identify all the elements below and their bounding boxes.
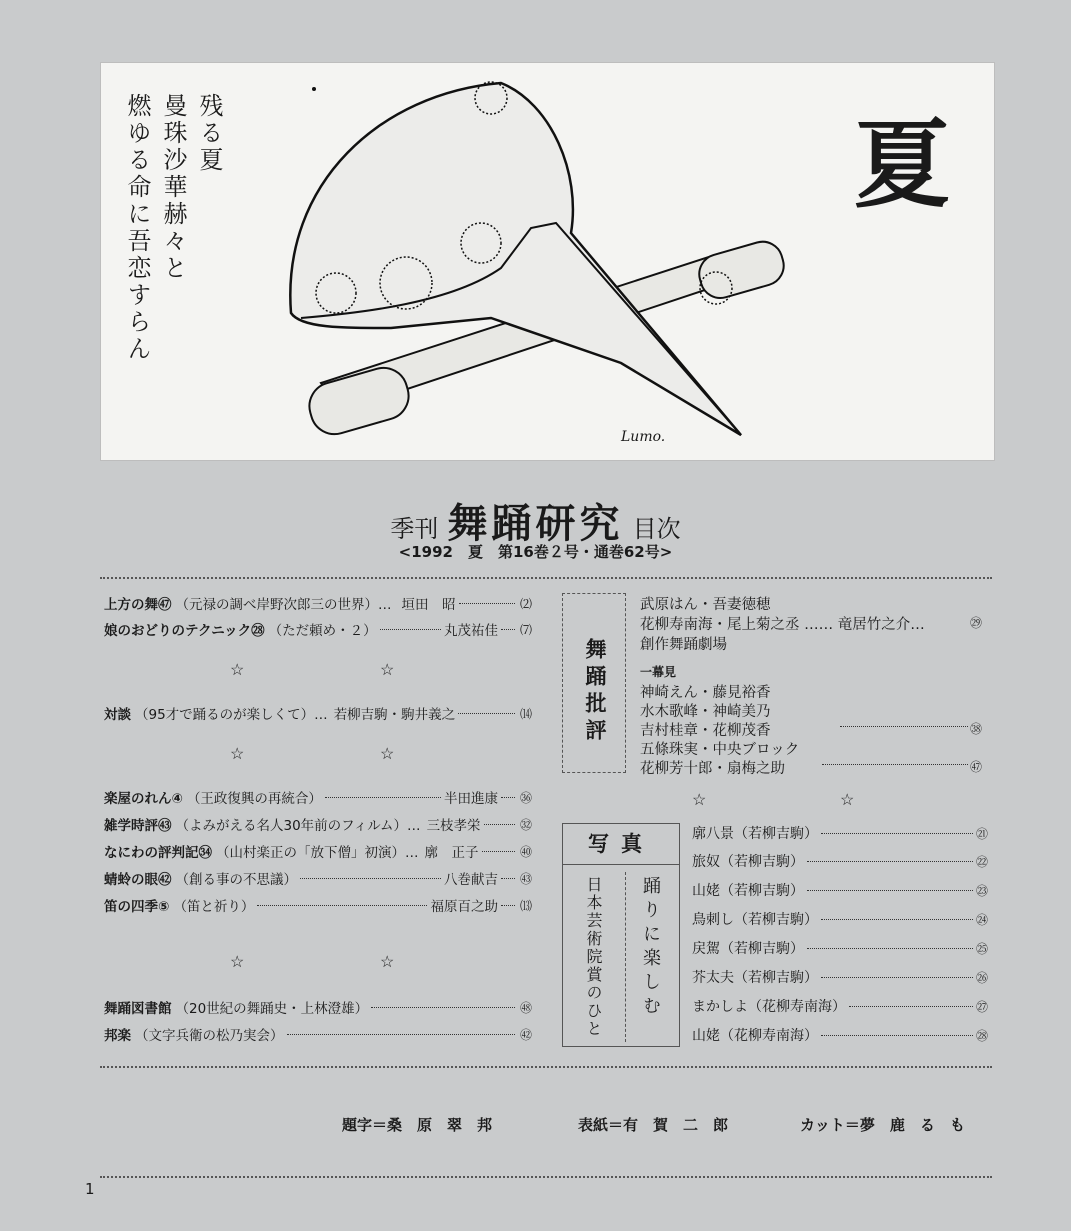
photo-item-label: 戻駕（若柳吉駒） [692, 941, 804, 957]
leader-dots [501, 620, 515, 630]
entry-title: 対談 [104, 707, 131, 723]
photo-title: 踊りに楽しむ [640, 876, 661, 1020]
title-main: 舞踊研究 [447, 500, 624, 547]
hairpin-end-left [304, 362, 414, 440]
poem-line-3: 燃ゆる命に吾恋すらん [123, 93, 151, 363]
leader-dots [380, 620, 441, 630]
photo-item-page: ㉗ [975, 999, 988, 1014]
entry-author: 半田進康 [443, 791, 498, 807]
photo-item[interactable] [692, 1024, 988, 1046]
photo-item-page: ㉑ [975, 826, 988, 841]
entry-page: ㊽ [519, 1000, 532, 1015]
entry-page: ⒁ [519, 706, 532, 721]
leader-dots [484, 815, 515, 825]
photo-item-page: ㉓ [975, 883, 988, 898]
entry-title: 娘のおどりのテクニック㉘ [104, 623, 265, 639]
credit-cut: カット＝夢 鹿 る も [800, 1116, 965, 1134]
star-mark: ☆ [692, 790, 707, 809]
critique-line[interactable]: 花柳芳十郎・扇梅之助 [640, 761, 785, 777]
entry-subtitle: （創る事の不思議） [175, 872, 297, 888]
leader-dots [822, 756, 968, 765]
credit-calligraphy: 題字＝桑 原 翠 邦 [342, 1116, 493, 1134]
entry-page: ㊱ [519, 790, 532, 805]
photo-item-page: ㉔ [975, 912, 988, 927]
leader-dots [371, 998, 515, 1008]
entry-title: 舞踊図書館 [104, 1001, 172, 1017]
critique-label-box [562, 593, 626, 773]
photo-subtitle: 日本芸術院賞のひと [584, 876, 603, 1038]
leader-dots [807, 881, 973, 891]
divider-footer [100, 1176, 992, 1178]
critique-line[interactable]: 五條珠実・中央ブロック [640, 742, 800, 758]
photo-item[interactable] [692, 937, 988, 959]
toc-entry[interactable] [104, 786, 532, 808]
entry-author: 廓 正子 [424, 845, 479, 861]
photo-item-page: ㉕ [975, 941, 988, 956]
entry-page: ㊸ [519, 871, 532, 886]
leader-dots [482, 842, 515, 852]
entry-subtitle: （王政復興の再統合） [186, 791, 322, 807]
critique-page: ㊳ [970, 722, 983, 736]
star-divider [104, 660, 532, 680]
leader-dots [458, 704, 515, 714]
photo-item-label: 山姥（花柳寿南海） [692, 1028, 818, 1044]
leader-dots [300, 869, 441, 879]
leader-dots [807, 939, 973, 949]
entry-author: 丸茂祐佳 [443, 623, 498, 639]
critique-line[interactable]: 吉村桂章・花柳茂香 [640, 723, 771, 739]
entry-author: 三枝孝栄 [426, 818, 481, 834]
star-mark: ☆ [380, 744, 395, 763]
critique-line[interactable]: 神崎えん・藤見裕香 [640, 685, 771, 701]
hairpin-end-right [695, 237, 789, 303]
entry-title: 笛の四季⑤ [104, 899, 170, 915]
leader-dots [821, 968, 973, 978]
leader-dots [325, 788, 441, 798]
photo-header: 写真 [563, 824, 679, 865]
toc-entry[interactable] [104, 840, 532, 862]
leader-dots [821, 910, 973, 920]
entry-subtitle: （よみがえる名人30年前のフィルム）… [175, 818, 421, 834]
photo-item[interactable] [692, 879, 988, 901]
toc-entry[interactable] [104, 867, 532, 889]
photo-item-label: 山姥（若柳吉駒） [692, 883, 804, 899]
critique-page: ㉙ [970, 616, 983, 630]
entry-page: ⑺ [519, 622, 532, 637]
entry-title: 上方の舞㊼ [104, 597, 172, 613]
credit-cover: 表紙＝有 賀 二 郎 [578, 1116, 729, 1134]
entry-title: なにわの評判記㉞ [104, 845, 212, 861]
season-seal: 夏 [854, 108, 950, 221]
critique-page: ㊼ [970, 760, 983, 774]
entry-title: 雑学時評㊸ [104, 818, 172, 834]
leader-dots [287, 1025, 515, 1035]
star-divider [104, 744, 532, 764]
entry-title: 楽屋のれん④ [104, 791, 183, 807]
star-mark: ☆ [230, 660, 245, 679]
toc-entry[interactable] [104, 702, 532, 724]
critique-line[interactable]: 創作舞踊劇場 [640, 637, 727, 653]
entry-subtitle: （笛と祈り） [173, 899, 255, 915]
leader-dots [821, 824, 973, 834]
critique-line[interactable]: 花柳寿南海・尾上菊之丞 …… 竜居竹之介… [640, 617, 925, 633]
star-mark: ☆ [230, 744, 245, 763]
photo-item-page: ㉖ [975, 970, 988, 985]
star-mark: ☆ [380, 952, 395, 971]
photo-item-label: 芥太夫（若柳吉駒） [692, 970, 818, 986]
poem-line-1: 残る夏 [195, 93, 223, 174]
critique-heading: 一幕見 [640, 665, 677, 679]
entry-page: ⑵ [519, 596, 532, 611]
leader-dots [807, 852, 973, 862]
photo-item[interactable] [692, 995, 988, 1017]
entry-page: ㊷ [519, 1027, 532, 1042]
entry-subtitle: （山村楽正の「放下僧」初演）… [216, 845, 419, 861]
entry-author: 福原百之助 [430, 899, 498, 915]
critique-line[interactable]: 水木歌峰・神崎美乃 [640, 704, 771, 720]
star-mark: ☆ [380, 660, 395, 679]
illustration-panel [100, 62, 995, 461]
leader-dots [257, 896, 427, 906]
title-suffix: 目次 [632, 515, 681, 543]
critique-label: 舞踊批評 [583, 638, 608, 746]
divider-bottom [100, 1066, 992, 1068]
divider-top [100, 577, 992, 579]
leader-dots [501, 896, 515, 906]
entry-page: ⒀ [519, 898, 532, 913]
photo-divider [625, 872, 626, 1042]
poem-line-2: 曼珠沙華赫々と [159, 93, 187, 282]
star-divider [104, 952, 532, 972]
entry-subtitle: （文字兵衛の松乃実会） [135, 1028, 284, 1044]
entry-subtitle: （ただ頼め・２） [268, 623, 377, 639]
entry-page: ㉜ [519, 817, 532, 832]
photo-item[interactable] [692, 966, 988, 988]
photo-item[interactable] [692, 850, 988, 872]
entry-title: 蜻蛉の眼㊷ [104, 872, 172, 888]
poem [119, 93, 227, 423]
star-divider [692, 790, 992, 810]
toc-entry[interactable] [104, 618, 532, 640]
toc-entry[interactable] [104, 996, 532, 1018]
critique-line[interactable]: 武原はん・吾妻徳穂 [640, 597, 771, 613]
title-prefix: 季刊 [390, 515, 439, 543]
photo-item[interactable] [692, 822, 988, 844]
entry-title: 邦楽 [104, 1028, 131, 1044]
entry-subtitle: （20世紀の舞踊史・上林澄雄） [175, 1001, 369, 1017]
photo-item-label: 廓八景（若柳吉駒） [692, 826, 818, 842]
artist-signature: Lumo. [621, 429, 666, 445]
entry-author: 垣田 昭 [401, 597, 456, 613]
leader-dots [501, 869, 515, 879]
leader-dots [840, 718, 968, 727]
photo-item-label: まかしよ（花柳寿南海） [692, 999, 846, 1015]
entry-author: 八巻献吉 [443, 872, 498, 888]
photo-item-label: 鳥刺し（若柳吉駒） [692, 912, 818, 928]
entry-page: ㊵ [519, 844, 532, 859]
photo-item-label: 旅奴（若柳吉駒） [692, 854, 804, 870]
entry-subtitle: （元禄の調べ岸野次郎三の世界）… [175, 597, 392, 613]
leader-dots [849, 997, 973, 1007]
toc-entry[interactable] [104, 813, 532, 835]
page-number: 1 [85, 1180, 95, 1198]
toc-entry[interactable] [104, 592, 532, 614]
issue-info: <1992 夏 第16巻２号・通巻62号> [398, 543, 673, 561]
leader-dots [459, 594, 515, 604]
entry-subtitle: （95才で踊るのが楽しくて）… [135, 707, 328, 723]
leader-dots [501, 788, 515, 798]
photo-item-page: ㉘ [975, 1028, 988, 1043]
star-mark: ☆ [840, 790, 855, 809]
star-mark: ☆ [230, 952, 245, 971]
toc-entry[interactable] [104, 1023, 532, 1045]
toc-entry[interactable] [104, 894, 532, 916]
photo-item-page: ㉒ [975, 854, 988, 869]
photo-label-box [562, 823, 680, 1047]
entry-author: 若柳吉駒・駒井義之 [333, 707, 456, 723]
photo-item[interactable] [692, 908, 988, 930]
leader-dots [821, 1026, 973, 1036]
